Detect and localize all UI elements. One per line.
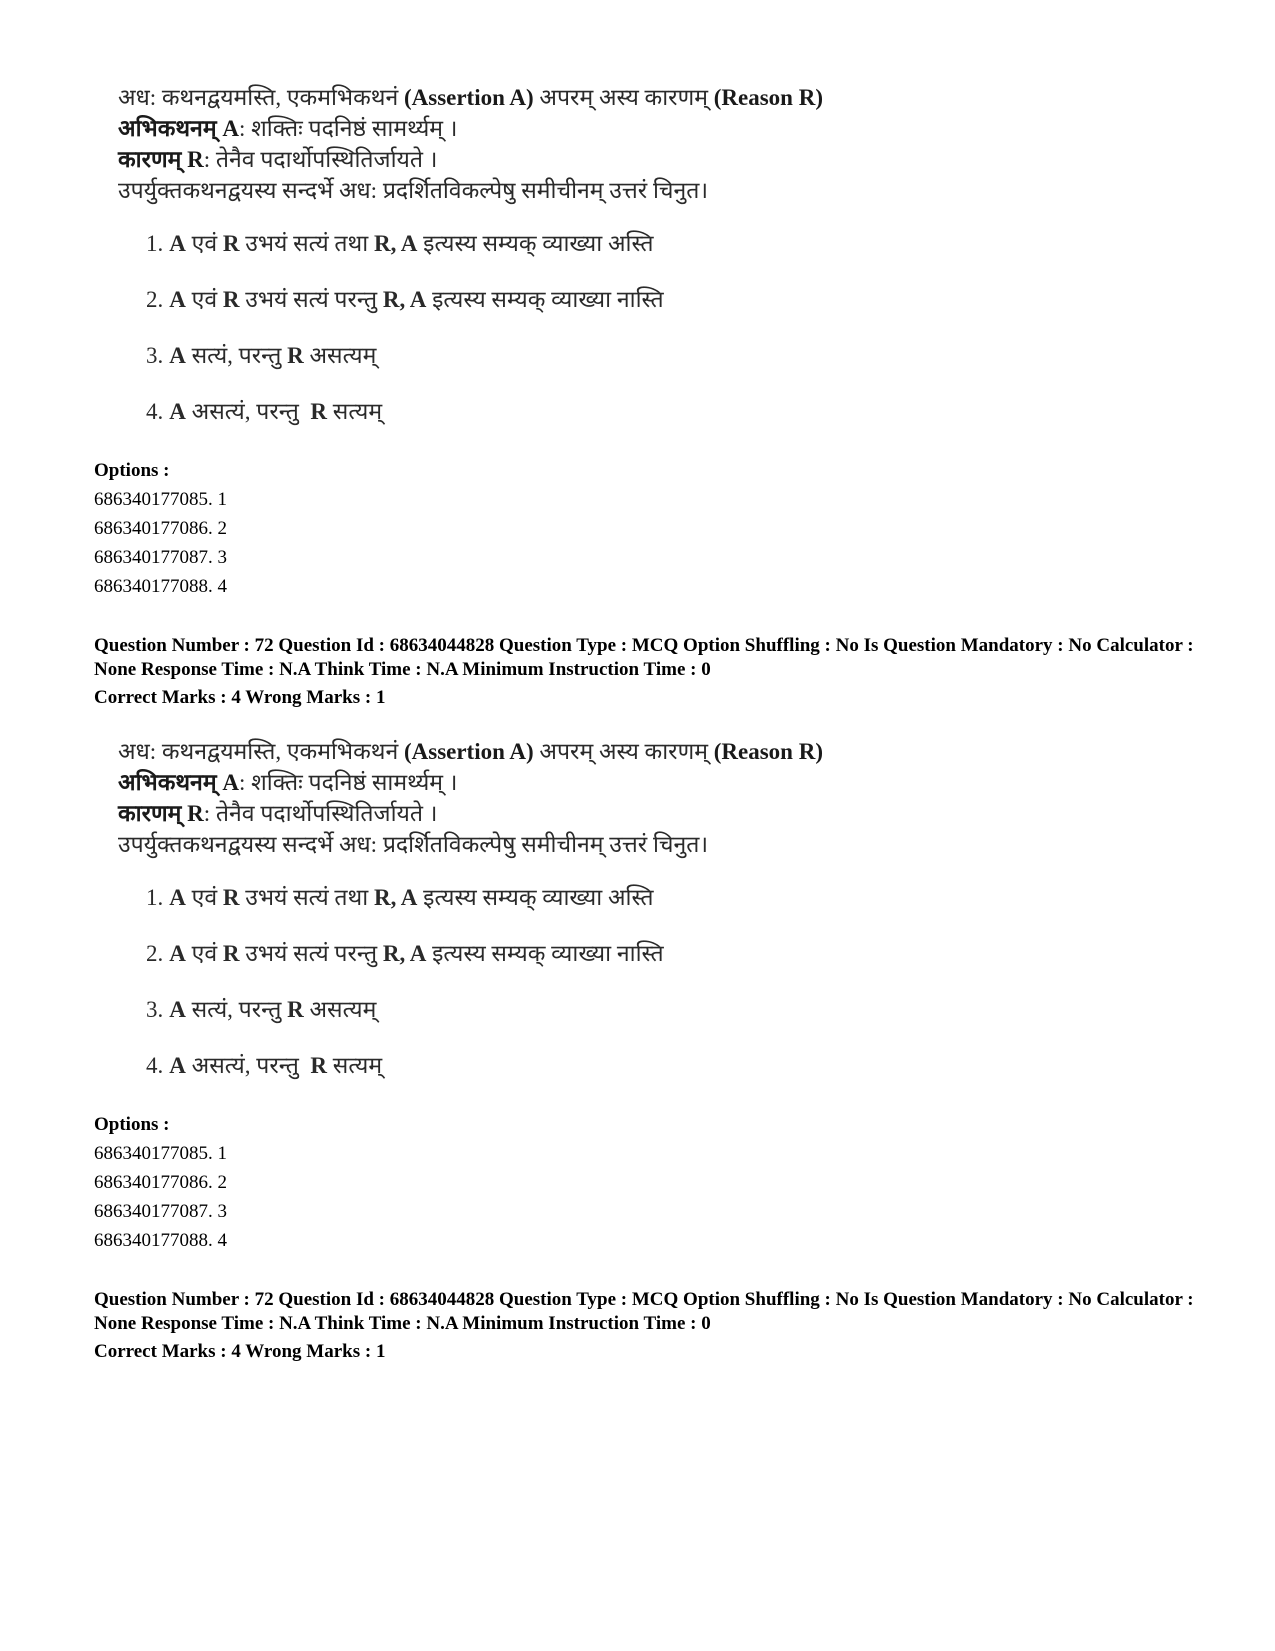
choice-text: R bbox=[222, 941, 240, 966]
choice-item bbox=[146, 396, 938, 452]
choice-text: R bbox=[222, 287, 240, 312]
choice-number: 2. bbox=[146, 941, 164, 966]
choice-number: 4. bbox=[146, 399, 164, 424]
assertion-text: : शक्तिः पदनिष्ठं सामर्थ्यम् । bbox=[238, 770, 458, 795]
choice-item bbox=[146, 284, 938, 340]
option-row: 686340177087. 3 bbox=[94, 1201, 227, 1222]
question-meta-line: Question Number : 72 Question Id : 68634044828 Question Type : MCQ Option Shuffling : No Is Question Mandatory : No Calculator : None Response Time : N.A Think Time : N.A Minimum Instruction Time : 0 bbox=[94, 1289, 1194, 1334]
option-row: 686340177086. 2 bbox=[94, 1172, 227, 1193]
choice-item bbox=[146, 882, 938, 938]
reason-label: कारणम् bbox=[118, 147, 182, 172]
assertion-text: : शक्तिः पदनिष्ठं सामर्थ्यम् । bbox=[238, 116, 458, 141]
question-meta bbox=[94, 634, 1214, 710]
choice-number: 4. bbox=[146, 1053, 164, 1078]
intro-text: अपरम् अस्य कारणम् bbox=[533, 85, 714, 110]
assertion-label: अभिकथनम् bbox=[118, 770, 217, 795]
choice-text: A bbox=[169, 343, 186, 368]
choice-text: सत्यं, परन्तु bbox=[185, 997, 288, 1022]
intro-text: अपरम् अस्य कारणम् bbox=[533, 739, 714, 764]
intro-text: अध: कथनद्वयमस्ति, एकमभिकथनं bbox=[118, 739, 404, 764]
choice-list bbox=[146, 228, 938, 452]
choice-item bbox=[146, 228, 938, 284]
choice-text: उभयं सत्यं तथा bbox=[239, 231, 374, 256]
choice-text: एवं bbox=[185, 941, 223, 966]
choice-text: सत्यम् bbox=[327, 1053, 383, 1078]
option-row: 686340177085. 1 bbox=[94, 489, 227, 510]
option-row: 686340177085. 1 bbox=[94, 1143, 227, 1164]
choice-list bbox=[146, 882, 938, 1106]
intro-text: अध: कथनद्वयमस्ति, एकमभिकथनं bbox=[118, 85, 404, 110]
assertion-letter: A bbox=[216, 770, 239, 795]
choice-text: R bbox=[222, 231, 240, 256]
assertion-line bbox=[118, 113, 938, 144]
choice-number: 3. bbox=[146, 343, 164, 368]
question-image bbox=[118, 82, 938, 452]
choice-text: असत्यम् bbox=[303, 997, 377, 1022]
options-section bbox=[94, 1110, 227, 1255]
options-heading: Options : bbox=[94, 460, 170, 481]
marks-line: Correct Marks : 4 Wrong Marks : 1 bbox=[94, 687, 386, 708]
reason-label: कारणम् bbox=[118, 801, 182, 826]
question-instruction: उपर्युक्तकथनद्वयस्य सन्दर्भे अध: प्रदर्शितविकल्पेषु समीचीनम् उत्तरं चिनुत। bbox=[118, 178, 709, 203]
choice-item bbox=[146, 938, 938, 994]
choice-text: R, A bbox=[373, 231, 418, 256]
reason-tag: (Reason R) bbox=[713, 85, 823, 110]
choice-text: इत्यस्य सम्यक् व्याख्या अस्ति bbox=[417, 231, 654, 256]
choice-text: A bbox=[169, 941, 186, 966]
choice-text: R bbox=[287, 997, 304, 1022]
question-intro bbox=[118, 736, 938, 767]
question-meta-line: Question Number : 72 Question Id : 68634044828 Question Type : MCQ Option Shuffling : No Is Question Mandatory : No Calculator : None Response Time : N.A Think Time : N.A Minimum Instruction Time : 0 bbox=[94, 635, 1194, 680]
option-row: 686340177088. 4 bbox=[94, 576, 227, 597]
choice-text: असत्यं, परन्तु bbox=[185, 399, 311, 424]
choice-text: एवं bbox=[185, 885, 223, 910]
reason-line bbox=[118, 144, 938, 175]
choice-text: सत्यं, परन्तु bbox=[185, 343, 288, 368]
choice-text: इत्यस्य सम्यक् व्याख्या नास्ति bbox=[426, 941, 664, 966]
question-image bbox=[118, 736, 938, 1106]
marks-line: Correct Marks : 4 Wrong Marks : 1 bbox=[94, 1341, 386, 1362]
choice-text: उभयं सत्यं परन्तु bbox=[239, 287, 383, 312]
reason-text: : तेनैव पदार्थोपस्थितिर्जायते । bbox=[203, 801, 438, 826]
choice-text: A bbox=[169, 1053, 186, 1078]
choice-text: एवं bbox=[185, 287, 223, 312]
reason-letter: R bbox=[181, 147, 204, 172]
choice-text: R, A bbox=[382, 287, 427, 312]
choice-text: R, A bbox=[382, 941, 427, 966]
choice-text: A bbox=[169, 231, 186, 256]
choice-number: 3. bbox=[146, 997, 164, 1022]
choice-text: A bbox=[169, 997, 186, 1022]
option-row: 686340177086. 2 bbox=[94, 518, 227, 539]
choice-text: R bbox=[222, 885, 240, 910]
options-section bbox=[94, 456, 227, 601]
choice-text: सत्यम् bbox=[327, 399, 383, 424]
assertion-line bbox=[118, 767, 938, 798]
options-heading: Options : bbox=[94, 1114, 170, 1135]
choice-text: R, A bbox=[373, 885, 418, 910]
choice-text: R bbox=[310, 1053, 328, 1078]
assertion-letter: A bbox=[216, 116, 239, 141]
question-meta bbox=[94, 1288, 1214, 1364]
reason-line bbox=[118, 798, 938, 829]
choice-number: 2. bbox=[146, 287, 164, 312]
choice-number: 1. bbox=[146, 231, 164, 256]
reason-text: : तेनैव पदार्थोपस्थितिर्जायते । bbox=[203, 147, 438, 172]
choice-text: इत्यस्य सम्यक् व्याख्या नास्ति bbox=[426, 287, 664, 312]
choice-text: A bbox=[169, 399, 186, 424]
choice-text: उभयं सत्यं परन्तु bbox=[239, 941, 383, 966]
choice-item bbox=[146, 1050, 938, 1106]
choice-text: इत्यस्य सम्यक् व्याख्या अस्ति bbox=[417, 885, 654, 910]
choice-text: असत्यम् bbox=[303, 343, 377, 368]
choice-item bbox=[146, 340, 938, 396]
option-row: 686340177088. 4 bbox=[94, 1230, 227, 1251]
choice-number: 1. bbox=[146, 885, 164, 910]
question-instruction: उपर्युक्तकथनद्वयस्य सन्दर्भे अध: प्रदर्शितविकल्पेषु समीचीनम् उत्तरं चिनुत। bbox=[118, 832, 709, 857]
choice-text: एवं bbox=[185, 231, 223, 256]
option-row: 686340177087. 3 bbox=[94, 547, 227, 568]
assertion-tag: (Assertion A) bbox=[403, 739, 534, 764]
choice-text: A bbox=[169, 885, 186, 910]
assertion-label: अभिकथनम् bbox=[118, 116, 217, 141]
reason-letter: R bbox=[181, 801, 204, 826]
choice-text: असत्यं, परन्तु bbox=[185, 1053, 311, 1078]
choice-text: A bbox=[169, 287, 186, 312]
reason-tag: (Reason R) bbox=[713, 739, 823, 764]
assertion-tag: (Assertion A) bbox=[403, 85, 534, 110]
choice-text: R bbox=[287, 343, 304, 368]
choice-text: उभयं सत्यं तथा bbox=[239, 885, 374, 910]
choice-item bbox=[146, 994, 938, 1050]
choice-text: R bbox=[310, 399, 328, 424]
question-intro bbox=[118, 82, 938, 113]
